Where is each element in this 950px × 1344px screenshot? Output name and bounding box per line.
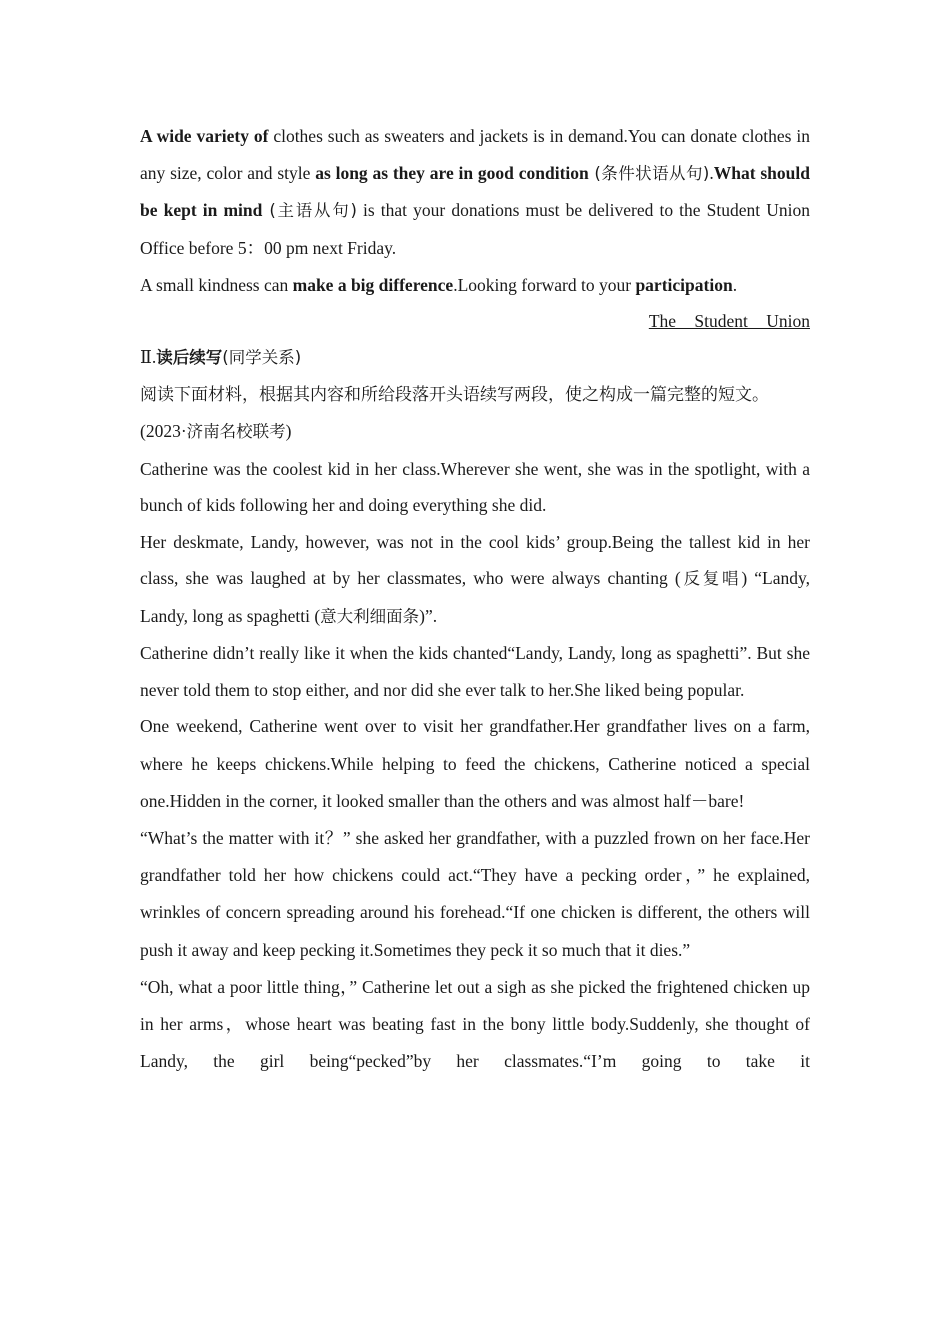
section-heading: Ⅱ.读后续写(同学关系) — [140, 347, 302, 368]
notice-paragraph-2: A small kindness can make a big difference.Looking forward to your participation. — [140, 274, 738, 295]
source-name: 济南名校联考 — [186, 422, 286, 442]
story-paragraph-5: “What’s the matter with it？” she asked her grandfather, with a puzzled frown on her face.Her grandfather told her how chickens could act.“They have a pecking order，” he explained, wrinkles of concern spreading around his forehead.“If one chicken is different, the others will push it away and keep pecking it.Sometimes they peck it so much that it dies.” — [140, 827, 810, 960]
notice-signature: The Student Union — [648, 311, 810, 332]
note-chanting: 反复唱 — [680, 569, 742, 589]
notice-signature-line — [140, 303, 810, 339]
section-topic: (同学关系) — [222, 348, 302, 368]
note-conditional-clause: (条件状语从句) — [588, 164, 710, 184]
story-paragraph-1: Catherine was the coolest kid in her class.Wherever she went, she was in the spotlight, with a bunch of kids following her and doing everything she did. — [140, 458, 810, 516]
story-paragraph-4: One weekend, Catherine went over to visit her grandfather.Her grandfather lives on a farm, where he keeps chickens.While helping to feed the chickens, Catherine noticed a special one.Hidden in the corner, it looked smaller than the others and was almost half－bare! — [140, 716, 810, 811]
story-paragraph-6: “Oh, what a poor little thing，” Catherine let out a sigh as she picked the frightened chicken up in her arms，whose heart was beating fast in the bony little body.Suddenly, she thought of Landy, the girl being“pecked”by her classmates.“I’m going to take it — [140, 976, 810, 1072]
phrase-participation: participation — [635, 274, 733, 295]
section-title: 读后续写 — [156, 348, 223, 368]
story-paragraph-2: Her deskmate, Landy, however, was not in the cool kids’ group.Being the tallest kid in her class, she was laughed at by her classmates, who were always chanting (反复唱) “Landy, Landy, long as spaghetti (意大利细面条)”. — [140, 531, 811, 626]
note-spaghetti: 意大利细面条 — [320, 606, 420, 626]
note-subject-clause: (主语从句) — [262, 201, 357, 221]
phrase-big-difference: make a big difference — [292, 274, 454, 295]
phrase-good-condition: as long as they are in good condition — [315, 163, 589, 184]
phrase-wide-variety: A wide variety of — [140, 126, 269, 146]
document-page — [140, 118, 810, 1080]
section-source: (2023·济南名校联考) — [140, 421, 292, 442]
notice-paragraph-1: A wide variety of clothes such as sweaters and jackets is in demand.You can donate clothes in any size, color and style as long as they are in good condition (条件状语从句).What should be kept in mind (主语从句) is that your donations must be delivered to the Student Union Office before 5：00 pm next Friday. — [140, 126, 810, 258]
phrase-kept-in-mind: What should be kept in mind — [140, 163, 810, 221]
story-paragraph-3: Catherine didn’t really like it when the kids chanted“Landy, Landy, long as spaghetti”. But she never told them to stop either, and nor did she ever talk to her.She liked being popular. — [140, 643, 810, 700]
section-instruction: 阅读下面材料，根据其内容和所给段落开头语续写两段，使之构成一篇完整的短文。 — [140, 384, 769, 405]
